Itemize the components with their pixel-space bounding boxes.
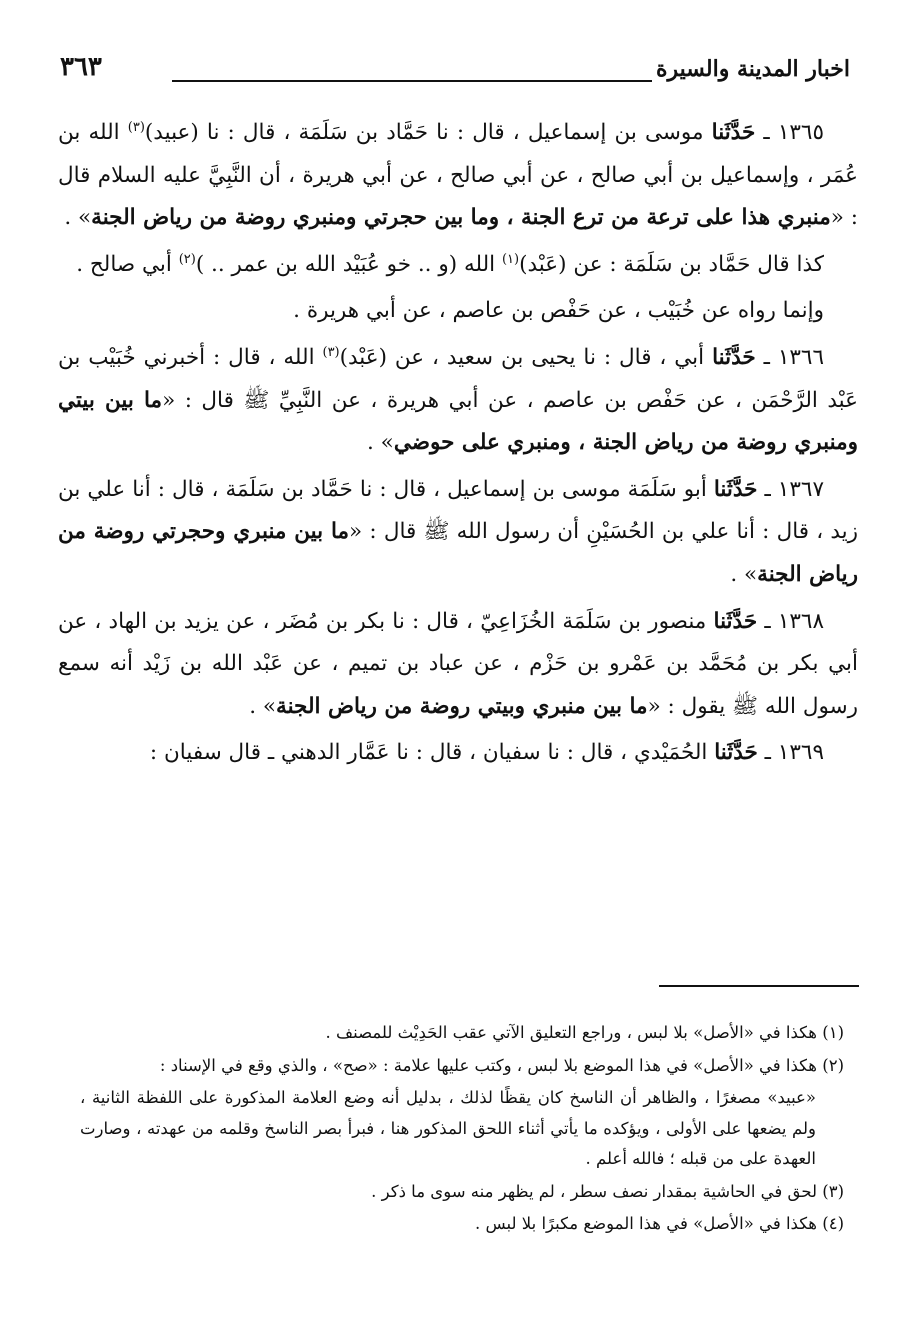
quote-close: » . <box>730 561 758 587</box>
footnote-ref: (١) <box>501 251 520 267</box>
hadith-1368 <box>58 601 858 729</box>
footnote-3: (٣) لحق في الحاشية بمقدار نصف سطر ، لم يظهر منه سوى ما ذكر . <box>371 1181 844 1201</box>
commentary-text: أبي صالح . <box>76 251 179 277</box>
haddathana-word: حَدَّثَنا <box>714 740 758 766</box>
header-rule <box>172 80 652 82</box>
footnote-ref: (٢) <box>178 251 196 267</box>
hadith-matn: منبري هذا على ترعة من ترع الجنة ، وما بين حجرتي ومنبري روضة من رياض الجنة <box>91 205 831 231</box>
haddathana-word: حَدَّثَنا <box>713 608 758 634</box>
commentary-text: الله (و .. خو عُبَيْد الله بن عمر .. ) <box>195 251 502 277</box>
haddathana-word: حَدَّثَنا <box>712 344 756 370</box>
hadith-1369 <box>58 732 858 775</box>
quote-close: » . <box>64 205 92 231</box>
main-text <box>58 112 858 779</box>
hadith-matn: ما بين منبري وبيتي روضة من رياض الجنة <box>276 693 648 719</box>
hadith-number: ١٣٦٧ ـ <box>757 476 824 502</box>
footnotes <box>80 1018 844 1242</box>
footnote-rule <box>659 985 859 987</box>
footnote-ref: (٣) <box>322 344 340 360</box>
quote-close: » . <box>249 693 277 719</box>
hadith-1367 <box>58 469 858 597</box>
hadith-1365 <box>58 112 858 240</box>
isnad-text: الله ، قال : أخبرني خُبَيْب بن عَبْد الرَّحْمَن ، عن حَفْص بن عاصم ، عن أبي هريرة ، عن النَّبِيِّ ﷺ قال : « <box>58 344 858 413</box>
isnad-text: منصور بن سَلَمَة الخُزَاعِيّ ، قال : نا بكر بن مُضَر ، عن يزيد بن الهاد ، عن أبي بكر بن مُحَمَّد بن عَمْرو بن حَزْم ، عن عباد بن تميم ، عن عَبْد الله بن زَيْد أنه سمع رسول الله ﷺ يقول : « <box>58 608 858 719</box>
hadith-number: ١٣٦٩ ـ <box>757 740 824 766</box>
isnad-text: الله بن عُمَر ، وإسماعيل بن أبي صالح ، عن أبي صالح ، عن أبي هريرة ، أن النَّبِيَّ عليه السلام قال : « <box>58 120 858 231</box>
running-title: اخبار المدينة والسيرة <box>655 56 850 82</box>
quote-close: » . <box>367 430 394 456</box>
footnote-1: (١) هكذا في «الأصل» بلا لبس ، وراجع التعليق الآتي عقب الحَدِيْث للمصنف . <box>325 1023 844 1042</box>
hadith-number: ١٣٦٨ ـ <box>757 608 825 634</box>
hadith-matn: ما بين منبري وحجرتي روضة من رياض الجنة <box>58 519 858 587</box>
page-header <box>60 50 850 90</box>
isnad-text: موسى بن إسماعيل ، قال : نا حَمَّاد بن سَلَمَة ، قال : نا (عبيد) <box>144 120 712 145</box>
hadith-1366 <box>58 337 858 465</box>
isnad-text: أبو سَلَمَة موسى بن إسماعيل ، قال : نا حَمَّاد بن سَلَمَة ، قال : أنا علي بن زيد ، قال : أنا علي بن الحُسَيْنِ أن رسول الله ﷺ قال : « <box>58 476 858 545</box>
footnote-2-continued: «عبيد» مصغرًا ، والظاهر أن الناسخ كان يقظًا لذلك ، بدليل أنه وضع العلامة المذكورة على اللفظة الثانية ، ولم يضعها على الأولى ، ويؤكده ما يأتي أثناء اللحق المذكور هنا ، فبرأ بصر الناسخ وقلمه من عهدته ، وصارت العهدة على من قبله ؛ فالله أعلم . <box>80 1088 816 1168</box>
isnad-text: أبي ، قال : نا يحيى بن سعيد ، عن (عَبْد) <box>339 344 713 370</box>
footnote-4: (٤) هكذا في «الأصل» في هذا الموضع مكبرًا بلا لبس . <box>475 1214 844 1233</box>
commentary-text: كذا قال حَمَّاد بن سَلَمَة : عن (عَبْد) <box>519 251 824 277</box>
hadith-matn: ما بين بيتي ومنبري روضة من رياض الجنة ، ومنبري على حوضي <box>58 387 858 456</box>
haddathana-word: حَدَّثَنا <box>711 120 756 145</box>
hadith-number: ١٣٦٥ ـ <box>755 120 825 145</box>
commentary-text: وإنما رواه عن خُبَيْب ، عن حَفْص بن عاصم ، عن أبي هريرة . <box>293 298 824 324</box>
isnad-text: الحُمَيْدي ، قال : نا سفيان ، قال : نا عَمَّار الدهني ـ قال سفيان : <box>149 740 715 766</box>
page-number: ٣٦٣ <box>60 52 102 82</box>
footnote-ref: (٣) <box>127 119 145 135</box>
haddathana-word: حَدَّثَنا <box>713 476 758 502</box>
hadith-number: ١٣٦٦ ـ <box>755 344 825 370</box>
commentary-2 <box>58 290 858 333</box>
commentary-1 <box>58 244 858 287</box>
footnote-2: (٢) هكذا في «الأصل» في هذا الموضع بلا لبس ، وكتب عليها علامة : «صح» ، والذي وقع في الإسناد : <box>159 1055 844 1075</box>
